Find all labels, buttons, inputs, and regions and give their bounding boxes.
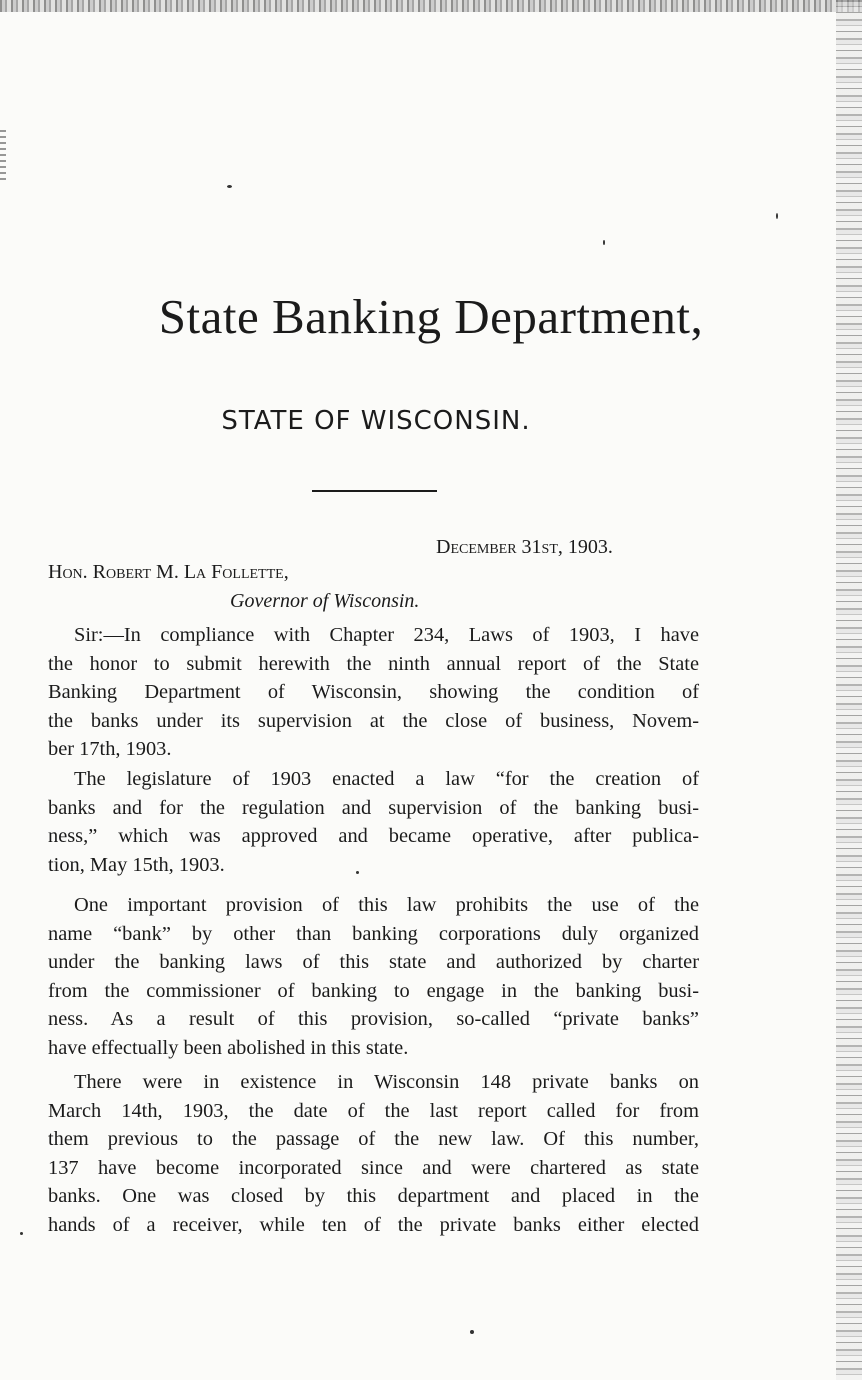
text-line: name “bank” by other than banking corporations duly organized	[48, 922, 699, 945]
text-line: from the commissioner of banking to engage in the banking busi-	[48, 979, 699, 1002]
scan-edge-top	[0, 0, 862, 12]
text-line: The legislature of 1903 enacted a law “for the creation of	[74, 768, 699, 790]
text-line: One important provision of this law prohibits the use of the	[74, 894, 699, 916]
letter-date: December 31st, 1903.	[436, 536, 613, 558]
paragraph-1	[48, 621, 699, 764]
text-line: have effectually been abolished in this state.	[48, 1036, 409, 1059]
paragraph-2	[48, 765, 699, 879]
paragraph-4	[48, 1068, 699, 1240]
letter-addressee: Hon. Robert M. La Follette,	[48, 561, 289, 583]
scan-edge-right	[836, 0, 862, 1380]
text-line: Sir:—In compliance with Chapter 234, Laws of 1903, I have	[74, 624, 699, 646]
scan-speck	[20, 1232, 23, 1235]
text-line: ber 17th, 1903.	[48, 738, 172, 761]
text-line: 137 have become incorporated since and were chartered as state	[48, 1156, 699, 1179]
scan-speck	[470, 1330, 474, 1334]
scan-speck	[227, 185, 232, 188]
text-line: ness. As a result of this provision, so-called “private banks”	[48, 1008, 699, 1031]
text-line: them previous to the passage of the new law. Of this number,	[48, 1128, 699, 1151]
letter-addressee-title: Governor of Wisconsin.	[230, 590, 420, 612]
text-line: the banks under its supervision at the close of business, Novem-	[48, 709, 699, 732]
scan-speck	[776, 213, 778, 219]
paragraph-3	[48, 891, 699, 1063]
text-line: ness,” which was approved and became operative, after publica-	[48, 825, 699, 848]
text-line: the honor to submit herewith the ninth annual report of the State	[48, 652, 699, 675]
text-line: banks. One was closed by this department and placed in the	[48, 1185, 699, 1208]
page-subtitle: STATE OF WISCONSIN.	[221, 406, 531, 436]
scan-speck	[603, 240, 605, 245]
scan-mark-left	[0, 130, 6, 180]
text-line: March 14th, 1903, the date of the last report called for from	[48, 1099, 699, 1122]
text-line: Banking Department of Wisconsin, showing the condition of	[48, 681, 699, 704]
text-line: There were in existence in Wisconsin 148 private banks on	[74, 1071, 699, 1093]
page-title: State Banking Department,	[158, 289, 704, 344]
text-line: under the banking laws of this state and authorized by charter	[48, 951, 699, 974]
text-line: hands of a receiver, while ten of the private banks either elected	[48, 1213, 699, 1236]
title-rule	[312, 490, 437, 492]
text-line: tion, May 15th, 1903.	[48, 853, 225, 876]
text-line: banks and for the regulation and supervision of the banking busi-	[48, 796, 699, 819]
